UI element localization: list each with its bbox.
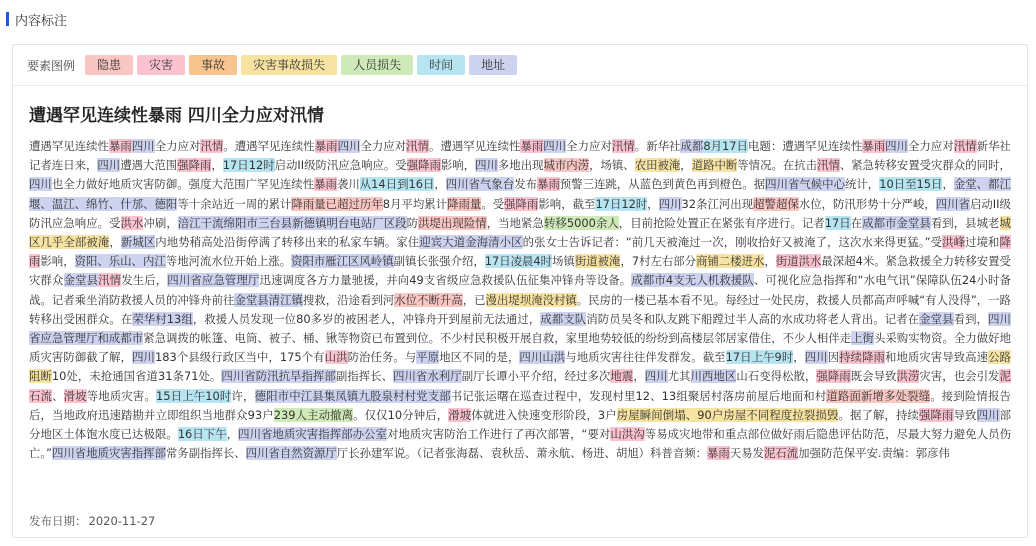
annotation-loss: 商铺二楼进水 <box>696 254 765 269</box>
annotation-loss: 漫出堤坝淹没村镇 <box>485 292 577 307</box>
annotation-disaster: 洪涝 <box>896 369 920 384</box>
annotation-disaster: 暴雨 <box>109 139 132 153</box>
divider <box>13 85 1027 86</box>
annotation-disaster: 降雨 <box>29 235 1011 269</box>
article-title: 遭遇罕见连续性暴雨 四川全力应对汛情 <box>29 106 324 126</box>
annotation-time: 8月17日 <box>703 139 748 153</box>
annotation-place: 四川 <box>29 177 52 192</box>
legend-label: 要素图例 <box>27 58 76 73</box>
annotation-place: 四川省地质灾害指挥部 <box>51 446 166 461</box>
publish-date-label: 发布日期： <box>29 514 87 528</box>
article-text: 紧急调拨的帐篷、电筒、被子、桶、锹等物资已布置到位。不少村民积极开展自救，家里地势较低的纷纷到高楼层邻居家借住，不少人相伴走 <box>143 331 852 346</box>
annotation-disaster: 强降雨 <box>504 196 539 211</box>
annotation-disaster: 山洪沟 <box>610 427 645 442</box>
annotation-place: 金堂县 <box>919 311 954 326</box>
annotation-disaster: 泥石流 <box>29 369 1011 403</box>
article-text: ，已 <box>462 292 486 307</box>
article-text: 遭遇大范围 <box>120 158 178 173</box>
article-text: ， <box>793 350 805 365</box>
article-text: 灾害，也会引发 <box>919 369 1000 384</box>
annotation-place: 平原 <box>416 350 440 365</box>
annotation-hazard: 洪堤出现险情 <box>418 215 487 230</box>
annotation-people: 转移5000余人 <box>543 215 619 230</box>
annotation-place: 四川 <box>976 407 1000 422</box>
annotation-disaster: 汛情 <box>817 158 840 173</box>
article-text: 过境和 <box>965 235 1000 250</box>
article-text: 发生后， <box>121 273 168 288</box>
annotation-place: 金堂县清江镇 <box>234 292 303 307</box>
article-text: 看到，县城老 <box>930 215 1000 230</box>
annotation-place: 四川 <box>97 158 121 173</box>
annotation-place: 资阳市雁江区风岭镇 <box>291 254 394 269</box>
annotation-place: 迎宾大道金海清小区 <box>419 235 523 250</box>
article-text: ， <box>109 235 121 250</box>
annotation-place: 四川省应急管理厅和成都市 <box>29 311 1011 346</box>
article-text: ，7村左右部分 <box>620 254 697 269</box>
annotation-place: 成都 <box>680 139 704 153</box>
article-text: 尤其 <box>667 369 691 384</box>
annotation-disaster: 山洪 <box>324 350 348 365</box>
legend-item-loss[interactable]: 灾害事故损失 <box>241 55 337 75</box>
article-text: 部分地区土体饱水度已达极限。 <box>29 407 1011 442</box>
article-text: 也全力做好地质灾害防御。强度大范围广罕见连续性 <box>51 177 315 192</box>
article-text: 。新华社 <box>634 139 681 153</box>
article-text: 加强防范保平安.责编：郭彦伟 <box>798 446 950 461</box>
article-text: ， <box>942 177 954 192</box>
annotation-time: 17日上午9时 <box>725 350 794 365</box>
annotation-place: 四川省气候中心 <box>765 177 845 192</box>
annotation-place: 四川 <box>543 139 567 153</box>
article-text: 新华社记者连日来， <box>29 139 1011 173</box>
annotation-time: 17日12时 <box>595 196 648 211</box>
article-text: ， <box>434 177 446 192</box>
article-text: 全力应对 <box>154 139 201 153</box>
annotation-loss: 房屋瞬间倒塌、90户房屋不同程度拉裂损毁 <box>616 407 839 422</box>
annotation-place: 四川 <box>885 139 908 153</box>
annotation-card <box>12 44 1028 538</box>
article-text: 启动II级防汛应急响应。受 <box>29 196 1011 230</box>
article-text: ，当地紧急 <box>486 215 544 230</box>
article-text: 与地质灾害往往伴发群发。截至 <box>565 350 726 365</box>
article-text: 冲刷， <box>143 215 178 230</box>
annotation-disaster: 汛情 <box>953 139 977 153</box>
annotation-disaster: 强降雨 <box>919 407 954 422</box>
annotation-time: 从14日到16日 <box>359 177 435 192</box>
annotation-hazard: 降雨量 <box>447 196 482 211</box>
article-text: 看到， <box>953 311 989 326</box>
article-text: 水位，防汛形势十分严峻， <box>798 196 936 211</box>
annotation-loss: 城区几乎全部被淹 <box>29 215 1011 250</box>
legend-item-hazard[interactable]: 隐患 <box>85 55 133 75</box>
annotation-place: 德阳市中江县集凤镇九股泉村村党支部 <box>254 388 451 403</box>
annotation-disaster: 暴雨 <box>862 139 886 153</box>
annotation-place: 四川省应急管理厅 <box>167 273 260 288</box>
article-text: ， <box>211 158 223 173</box>
annotation-disaster: 暴雨 <box>537 177 560 192</box>
annotation-place: 资阳、乐山、内江 <box>74 254 166 269</box>
article-text: ，救援人员发现一位80多岁的被困老人，冲锋舟开到屋前无法通过， <box>192 311 541 326</box>
annotation-loss: 道路中断 <box>691 158 738 173</box>
article-text: 、紧急转移安置受灾群众的同时， <box>839 158 1011 173</box>
article-text: 多地出现 <box>497 158 544 173</box>
annotation-place: 四川 <box>475 158 498 173</box>
article-text: 。仅仅10分钟后， <box>353 407 449 422</box>
annotation-disaster: 强降雨 <box>177 158 212 173</box>
article-text: ， <box>764 254 776 269</box>
article-text: 10处，未抢通国省道31条71处。 <box>51 369 222 384</box>
article-text: 防 <box>406 215 419 230</box>
annotation-place: 四川 <box>132 350 156 365</box>
annotation-hazard: 道路面新增多处裂缝 <box>826 388 931 403</box>
annotation-disaster: 洪水 <box>120 215 144 230</box>
annotation-disaster: 暴雨 <box>314 177 337 192</box>
article-text: 全力应对 <box>566 139 612 153</box>
annotation-place: 四川省防汛抗旱指挥部 <box>221 369 336 384</box>
publish-date <box>29 513 155 529</box>
article-text: 搜救，沿途看到河 <box>302 292 395 307</box>
article-text: 。接到险情报告后，当地政府迅速踏勘并立即组织当地群众93户 <box>29 388 1011 422</box>
article-text: ， <box>647 196 659 211</box>
article-text: 袭川 <box>336 177 360 192</box>
section-title: 内容标注 <box>15 13 68 29</box>
annotation-loss: 农田被淹 <box>634 158 681 173</box>
article-text: 。遭遇罕见连续性 <box>223 139 315 153</box>
publish-date-value: 2020-11-27 <box>88 514 156 528</box>
article-text: 副指挥长、 <box>335 369 394 384</box>
annotation-hazard: 降雨量已超过历年 <box>291 196 383 211</box>
article-text: 发布 <box>514 177 538 192</box>
article-text: 常务副指挥长、 <box>165 446 246 461</box>
annotation-place: 四川 <box>644 369 668 384</box>
annotation-disaster: 强降雨 <box>406 158 441 173</box>
annotation-disaster: 持续降雨 <box>839 350 885 365</box>
annotation-place: 四川 <box>804 350 828 365</box>
article-text: 全力应对 <box>907 139 954 153</box>
article-text: 迅速调度各方力量驰援，并向49支省级应急救援队伍征集冲锋舟等设备。 <box>259 273 632 288</box>
article-text: 183个县级行政区当中，175个有 <box>155 350 325 365</box>
article-text: 最深超4米。紧急救援全力转移安置受灾群众 <box>29 254 1011 288</box>
annotation-time: 17日 <box>824 215 851 230</box>
annotation-time: 17日12时 <box>222 158 275 173</box>
article-text: 天易发 <box>729 446 764 461</box>
annotation-place: 川西地区 <box>690 369 737 384</box>
annotation-loss: 公路阻断 <box>29 350 1011 384</box>
annotation-disaster: 暴雨 <box>707 446 730 461</box>
article-text: 等情况。在抗击 <box>737 158 818 173</box>
article-text: 8月平均累计 <box>382 196 448 211</box>
article-text: 书记张运曙在巡查过程中，发现村里12、13组聚居村落房前屋后地面和村 <box>450 388 827 403</box>
legend-item-people[interactable]: 人员损失 <box>341 55 413 75</box>
article-text: 电题：遭遇罕见连续性 <box>747 139 863 153</box>
article-text: 统计， <box>844 177 880 192</box>
article-text: 等易成灾地带和重点部位做好雨后隐患评估防范，尽最大努力避免人员伤亡。” <box>29 427 1011 461</box>
annotation-place: 四川省水利厅 <box>393 369 462 384</box>
annotation-time: 16日下午 <box>177 427 227 442</box>
article-text: 遭遇罕见连续性 <box>29 139 109 153</box>
annotation-time: 10日至15日 <box>879 177 943 192</box>
annotation-disaster: 汛情 <box>611 139 635 153</box>
annotation-disaster: 泥石流 <box>763 446 799 461</box>
annotation-place: 四川省 <box>935 196 970 211</box>
annotation-place: 成都市4支无人机救援队 <box>631 273 754 288</box>
article-text: 在 <box>850 215 863 230</box>
article-text: 等地河流水位开始上涨。 <box>165 254 292 269</box>
annotation-disaster: 汛情 <box>200 139 224 153</box>
article-text: 山石变得松散， <box>736 369 817 384</box>
article-text: 头采购实物资。全力做好地质灾害防御截了解， <box>29 331 1011 365</box>
article-text: 全力应对 <box>360 139 407 153</box>
article-text: 地区不同的是， <box>439 350 520 365</box>
article-text: 。遭遇罕见连续性 <box>429 139 521 153</box>
article-text: 、 <box>52 388 64 403</box>
article-text: 许， <box>231 388 255 403</box>
annotation-place: 成都支队 <box>540 311 587 326</box>
article-text: ， <box>680 158 692 173</box>
article-text: 场镇 <box>552 254 575 269</box>
annotation-place: 四川省自然资源厅 <box>245 446 337 461</box>
article-text: 、可视化应急指挥和“水电气讯”保障队伍24小时备战。记者乘坐消防救援人员的冲锋舟前往 <box>29 273 1011 307</box>
article-text: 32条江河出现 <box>681 196 754 211</box>
annotation-place: 成都市金堂县 <box>862 215 931 230</box>
annotation-disaster: 滑坡 <box>63 388 87 403</box>
article-text: 防治任务。与 <box>347 350 417 365</box>
legend-item-accident[interactable]: 事故 <box>189 55 237 75</box>
legend-item-disaster[interactable]: 灾害 <box>137 55 185 75</box>
annotation-place: 四川 <box>658 196 682 211</box>
article-text: 影响， <box>40 254 75 269</box>
annotation-time: 17日凌晨4时 <box>484 254 553 269</box>
annotation-place: 新城区 <box>120 235 156 250</box>
legend-item-place[interactable]: 地址 <box>469 55 517 75</box>
annotation-place: 四川 <box>337 139 361 153</box>
annotation-place: 四川省地质灾害指挥部办公室 <box>238 427 387 442</box>
annotation-place: 四川山洪 <box>519 350 566 365</box>
annotation-loss: 街道被淹 <box>574 254 621 269</box>
legend <box>27 55 521 75</box>
article-text: 体就进入快速变形阶段，3户 <box>471 407 617 422</box>
article-text: 内地势稍高处沿街停满了转移出来的私家车辆。家住 <box>155 235 420 250</box>
annotation-hazard: 水位不断升高 <box>394 292 463 307</box>
annotation-disaster: 汛情 <box>98 273 122 288</box>
article-text: 等十余站近一周的累计 <box>177 196 292 211</box>
article-text: 等地质灾害。 <box>86 388 156 403</box>
article-text: 消防员吴冬和队友跳下船蹚过半人高的水成功将老人背出。记者在 <box>586 311 920 326</box>
article-text: 副镇长张强介绍， <box>393 254 485 269</box>
article-text: 副厅长谭小平介绍，经过多次 <box>461 369 611 384</box>
annotation-place: 四川省气象台 <box>445 177 515 192</box>
article-text: ，目前抢险处置正在紧张有序进行。记者 <box>618 215 825 230</box>
annotation-place: 荣华村13组 <box>132 311 193 326</box>
article-text: 导致 <box>953 407 977 422</box>
annotation-place: 金堂县 <box>63 273 99 288</box>
annotation-time: 15日上午10时 <box>156 388 232 403</box>
legend-items <box>85 55 521 75</box>
annotation-place: 涪江干流绵阳市三台县新德镇明台电站厂区段 <box>177 215 407 230</box>
article-text: 。受 <box>481 196 505 211</box>
article-text: 因 <box>827 350 840 365</box>
annotation-disaster: 暴雨 <box>314 139 338 153</box>
section-accent-bar <box>6 12 9 26</box>
legend-item-time[interactable]: 时间 <box>417 55 465 75</box>
article-text: 。民房的一楼已基本看不见。每经过一处民房，救援人员都高声呼喊“有人没得”，一路转移出受困群众。在 <box>29 292 1011 326</box>
article-text: ，场镇、 <box>589 158 635 173</box>
article-text: 和地质灾害导致高速 <box>884 350 989 365</box>
article-text: 影响，截至 <box>538 196 596 211</box>
article-text: 预警三连跳，从蓝色到黄色再到橙色。据 <box>559 177 766 192</box>
annotation-disaster: 街道洪水 <box>775 254 822 269</box>
annotation-disaster: 地震 <box>610 369 634 384</box>
annotation-place: 上街 <box>851 331 874 346</box>
annotation-disaster: 强降雨 <box>816 369 851 384</box>
article-text: ， <box>226 427 239 442</box>
article-text: ， <box>633 369 645 384</box>
article-text: 对地质灾害防治工作进行了再次部署，“要对 <box>386 427 611 442</box>
annotation-disaster: 洪峰 <box>942 235 966 250</box>
article-text: 既会导致 <box>850 369 897 384</box>
article-text: 的张女士告诉记者：“前几天被淹过一次，刚收拾好又被淹了，这次水来得更猛。”受 <box>522 235 943 250</box>
annotation-people: 239人主动撤离 <box>273 407 354 422</box>
article-text: 厅长孙建军说。（记者张海磊、袁秋岳、萧永航、杨进、胡旭）科普音频： <box>336 446 707 461</box>
annotation-place: 四川 <box>131 139 155 153</box>
article-text: 影响， <box>440 158 476 173</box>
article-text: 启动II级防汛应急响应。受 <box>274 158 407 173</box>
annotation-hazard: 城市内涝 <box>543 158 590 173</box>
annotation-disaster: 滑坡 <box>448 407 472 422</box>
annotation-disaster: 汛情 <box>406 139 430 153</box>
article-body <box>29 137 1011 463</box>
annotation-hazard: 超警超保 <box>753 196 799 211</box>
article-text: 。据了解，持续 <box>838 407 919 422</box>
annotation-place: 金堂、都江堰、温江、绵竹、什邡、德阳 <box>29 177 1011 211</box>
section-header <box>0 0 1036 38</box>
annotation-disaster: 暴雨 <box>520 139 544 153</box>
